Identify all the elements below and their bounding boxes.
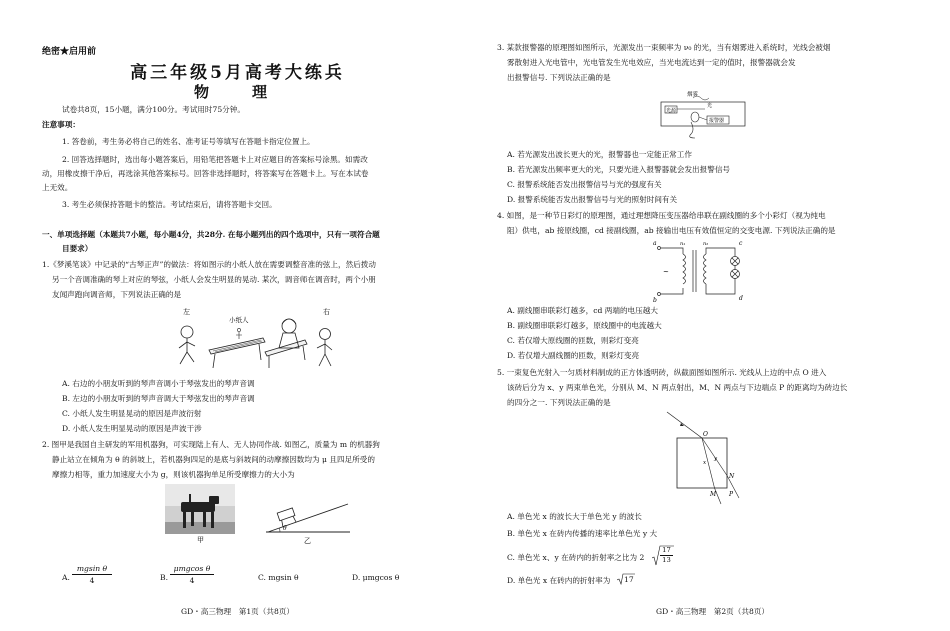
smoke-alarm-figure <box>657 82 747 142</box>
q5-option-d-radical <box>617 573 635 585</box>
confidential-label: 绝密★启用前 <box>42 47 97 57</box>
notice-title: 注意事项： <box>42 120 80 129</box>
question-2-line: 摩擦力相等，重力加速度大小为 g，则该机器狗单足所受摩擦力的大小为 <box>52 470 295 479</box>
section-heading: 目要求） <box>62 244 93 253</box>
question-4-line: 阻）供电，ab 接原线圈，cd 接副线圈，ab 接输出电压有效值恒定的交变电源. 下列说法正确的是 <box>507 226 836 235</box>
light-label: 光 <box>707 103 713 109</box>
notice-line: 上无效。 <box>42 183 73 192</box>
q1-option-b: B. 左边的小朋友听到的琴声音调大于琴弦发出的琴声音调 <box>62 394 255 403</box>
q1-option-c: C. 小纸人发生明显晃动的原因是声波衍射 <box>62 409 202 418</box>
robot-on-incline-icon <box>277 508 297 527</box>
robot-dog-photo <box>165 484 235 544</box>
right-child-icon <box>317 329 332 367</box>
point-n-label: N <box>729 473 735 480</box>
q3-option-b: B. 若光源发出频率更大的光，只要光进入报警器就会发出报警信号 <box>507 165 731 174</box>
q2-option-b-fraction <box>170 565 214 584</box>
fig-a-caption: 甲 <box>197 536 204 544</box>
guqin-figure <box>165 302 345 374</box>
n2-label: n₂ <box>703 241 709 247</box>
q2-option-a-fraction <box>72 565 112 584</box>
question-1-line: 1.《梦溪笔谈》中记录的“古琴正声”的做法：将如图示的小纸人放在需要调整音准的弦上，然后拨动 <box>42 260 376 269</box>
q3-option-a: A. 若光源发出波长更大的光，报警器也一定能正常工作 <box>507 150 692 159</box>
q2-option-d: D. μmgcos θ <box>352 573 400 582</box>
fig-b-caption: 乙 <box>304 537 311 545</box>
q2-option-b-label: B. <box>160 573 168 582</box>
q5-option-b: B. 单色光 x 在砖内传播的速率比单色光 y 大 <box>507 529 658 538</box>
lamp-icon <box>731 257 740 266</box>
q4-option-a: A. 副线圈串联彩灯越多，cd 两端的电压越大 <box>507 306 658 315</box>
smoke-label: 烟雾 <box>687 92 699 98</box>
page-footer: GD・高三物理 第2页（共8页） <box>656 607 769 616</box>
question-1-line: 另一个音调准确的琴上对应的琴弦，小纸人会发生明显的晃动. 某次，调音师在调音时，两个小朋 <box>52 275 376 284</box>
question-5-line: 该砖后分为 x、y 两束单色光，分别从 M、N 两点射出，M、N 两点与下边端点 P 的距离均为砖边长 <box>507 383 848 392</box>
question-2-line: 2. 图甲是我国自主研发的军用机器狗，可实现陆上有人、无人协同作战. 如图乙，质量为 m 的机器狗 <box>42 440 380 449</box>
question-3-line: 出报警信号. 下列说法正确的是 <box>507 73 611 82</box>
q5-option-c-text: C. 单色光 x、y 在砖内的折射率之比为 2 <box>507 553 645 562</box>
exam-title: 高三年级5月高考大练兵 <box>130 63 345 83</box>
question-4-line: 4. 如图，是一种节日彩灯的原理图，通过理想降压变压器给串联在副线圈的多个小彩灯（视为纯电 <box>497 211 826 220</box>
sqrt-denominator: 13 <box>662 555 671 564</box>
section-heading: 一、单项选择题（本题共7小题，每小题4分，共28分. 在每小题列出的四个选项中，只有一项符合题 <box>42 230 380 239</box>
lamp-icon <box>731 270 740 279</box>
n1-label: n₁ <box>680 241 686 247</box>
q3-option-c: C. 报警系统能否发出报警信号与光的强度有关 <box>507 180 662 189</box>
terminal-a-label: a <box>653 240 657 247</box>
guqin-right-icon <box>265 340 307 368</box>
q3-option-d: D. 报警系统能否发出报警信号与光的照射时间有关 <box>507 195 678 204</box>
alarm-label: 报警器 <box>709 118 725 124</box>
terminal-c-label: c <box>739 240 743 247</box>
point-p-label: P <box>729 491 734 498</box>
question-5-line: 的四分之一. 下列说法正确的是 <box>507 398 611 407</box>
q5-option-a: A. 单色光 x 的波长大于单色光 y 的波长 <box>507 512 642 521</box>
fig-paper-figure-label: 小纸人 <box>229 316 249 324</box>
fig-right-label: 右 <box>323 308 330 316</box>
guqin-left-icon <box>209 338 265 368</box>
fraction-numerator: μmgcos θ <box>170 565 214 575</box>
subject-title: 物 理 <box>193 83 281 101</box>
question-5-line: 5. 一束复色光射入一匀质材料制成的正方体透明砖，纵截面图如图所示. 光线从上边的中点 O 进入 <box>497 368 827 377</box>
fraction-denominator: 4 <box>89 575 95 585</box>
q1-option-d: D. 小纸人发生明显晃动的原因是声波干涉 <box>62 424 202 433</box>
ac-source-label: ~ <box>663 268 669 276</box>
q4-option-c: C. 若仅增大原线圈的匝数，则彩灯变亮 <box>507 336 639 345</box>
notice-line: 3. 考生必须保持答题卡的整洁。考试结束后，请将答题卡交回。 <box>62 200 277 209</box>
ray-y-label: y <box>714 456 718 462</box>
fraction-denominator: 4 <box>189 575 195 585</box>
right-page <box>475 0 950 631</box>
point-m-label: M <box>710 491 717 498</box>
page-footer: GD・高三物理 第1页（共8页） <box>181 607 294 616</box>
exam-info: 试卷共8页，15小题，满分100分。考试用时75分钟。 <box>62 105 245 114</box>
question-1-line: 友闻声跑向调音师，下列说法正确的是 <box>52 290 182 299</box>
incline-figure <box>262 496 354 546</box>
notice-line: 1. 答卷前，考生务必将自己的姓名、准考证号等填写在答题卡指定位置上。 <box>62 137 315 146</box>
q4-option-b: B. 副线圈串联彩灯越多，原线圈中的电流越大 <box>507 321 662 330</box>
refraction-figure <box>663 408 743 506</box>
fraction-numerator: mgsin θ <box>72 565 112 575</box>
ray-x-label: x <box>703 460 707 466</box>
point-o-label: O <box>703 431 708 438</box>
paper-figure-icon <box>236 328 242 339</box>
left-child-icon <box>179 326 195 364</box>
q5-option-d-text: D. 单色光 x 在砖内的折射率为 <box>507 576 611 585</box>
question-2-line: 静止站立在倾角为 θ 的斜坡上，若机器狗四足的是底与斜坡间的动摩擦因数均为 μ 且四足所受的 <box>52 455 375 464</box>
secondary-coil-icon <box>704 254 707 284</box>
notice-line: 动，用橡皮擦干净后，再选涂其他答案标号。回答非选择题时，将答案写在答题卡上。写在本试卷 <box>42 169 369 178</box>
transformer-figure <box>653 236 745 302</box>
q5-option-c-radical <box>652 545 674 567</box>
q4-option-d: D. 若仅增大副线圈的匝数，则彩灯变亮 <box>507 351 640 360</box>
sqrt-numerator: 17 <box>660 547 673 556</box>
notice-line: 2. 回答选择题时，选出每小题答案后，用铅笔把答题卡上对应题目的答案标号涂黑。如需改 <box>62 155 368 164</box>
question-3-line: 3. 某款报警器的原理图如图所示，光源发出一束频率为 ν₀ 的光，当有烟雾进入系统时，光线会被烟 <box>497 43 831 52</box>
q1-option-a: A. 右边的小朋友听到的琴声音调小于琴弦发出的琴声音调 <box>62 379 255 388</box>
q2-option-a-label: A. <box>62 573 70 582</box>
angle-label: θ <box>283 525 287 532</box>
sqrt-value: 17 <box>624 575 634 584</box>
primary-coil-icon <box>683 254 686 284</box>
fig-left-label: 左 <box>183 308 190 316</box>
light-source-label: 光源 <box>666 108 677 114</box>
q2-option-c: C. mgsin θ <box>258 573 299 582</box>
terminal-d-label: d <box>739 295 743 302</box>
terminal-b-label: b <box>653 297 657 302</box>
question-3-line: 雾散射进入光电管中，光电管发生光电效应，当光电流达到一定的值时，报警器就会发 <box>507 58 796 67</box>
phototube-icon <box>690 112 699 138</box>
